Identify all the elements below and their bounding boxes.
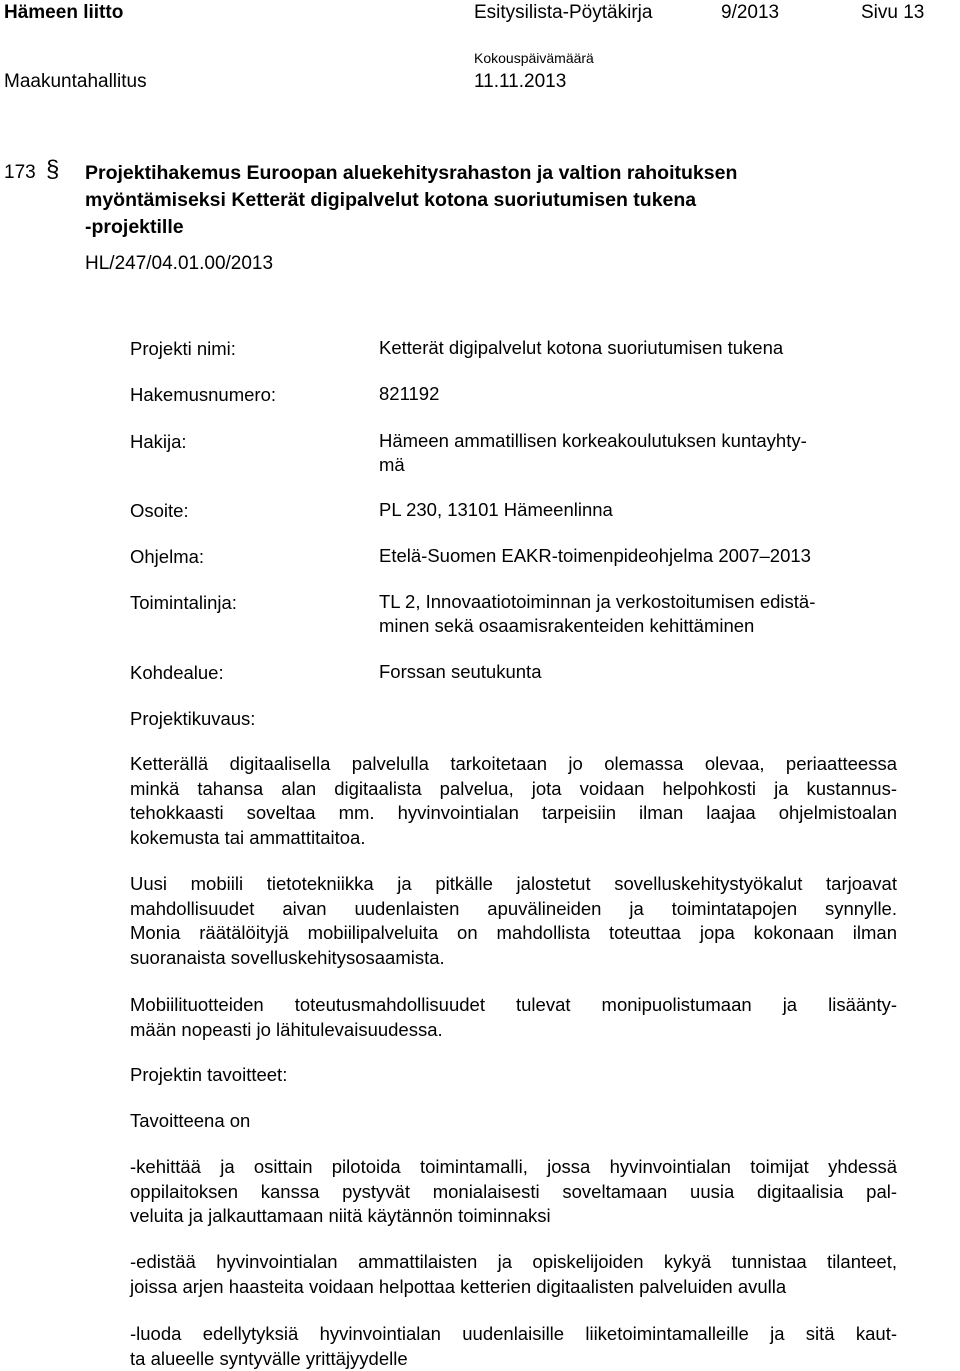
goal-item <box>130 1250 897 1299</box>
paragraph-line: -luoda edellytyksiä hyvinvointialan uudenlaisille liiketoimintamalleille ja sitä kaut- <box>130 1322 897 1347</box>
paragraph-line: ta alueelle syntyvälle yrittäjyydelle <box>130 1347 897 1371</box>
description-label: Projektikuvaus: <box>130 708 255 730</box>
paragraph-line: Uusi mobiili tietotekniikka ja pitkälle jalostetut sovelluskehitystyökalut tarjoavat <box>130 872 897 897</box>
paragraph-line: kokemusta tai ammattitaitoa. <box>130 826 897 851</box>
document-number: 9/2013 <box>721 2 779 24</box>
programme-label: Ohjelma: <box>130 546 204 568</box>
description-paragraph <box>130 872 897 970</box>
meeting-date: 11.11.2013 <box>474 71 566 93</box>
description-paragraph <box>130 993 897 1042</box>
paragraph-line: veluita ja jalkauttamaan niitä käytännön toiminnaksi <box>130 1204 897 1229</box>
paragraph-line: Mobiilituotteiden toteutusmahdollisuudet tulevat monipuolistumaan ja lisäänty- <box>130 993 897 1018</box>
project-name-label: Projekti nimi: <box>130 338 236 360</box>
target-area-label: Kohdealue: <box>130 662 224 684</box>
paragraph-line: minkä tahansa alan digitaalista palvelua, jota voidaan helpohkosti ja kustannus- <box>130 777 897 802</box>
priority-line: minen sekä osaamisrakenteiden kehittäminen <box>379 614 754 638</box>
item-title-line: -projektille <box>85 214 184 241</box>
section-icon: § <box>46 156 59 184</box>
goals-label: Projektin tavoitteet: <box>130 1064 287 1086</box>
item-title-line: myöntämiseksi Ketterät digipalvelut kotona suoriutumisen tukena <box>85 187 696 214</box>
organization-name: Hämeen liitto <box>4 2 123 24</box>
address: PL 230, 13101 Hämeenlinna <box>379 498 613 522</box>
target-area: Forssan seutukunta <box>379 660 541 684</box>
description-paragraph <box>130 752 897 850</box>
goals-intro: Tavoitteena on <box>130 1110 250 1132</box>
priority-line: TL 2, Innovaatiotoiminnan ja verkostoitumisen edistä- <box>379 590 815 614</box>
applicant-line: Hämeen ammatillisen korkeakoulutuksen kuntayhty- <box>379 429 807 453</box>
paragraph-line: -kehittää ja osittain pilotoida toimintamalli, jossa hyvinvointialan toimijat yhdessä <box>130 1155 897 1180</box>
paragraph-line: -edistää hyvinvointialan ammattilaisten ja opiskelijoiden kykyä tunnistaa tilanteet, <box>130 1250 897 1275</box>
paragraph-line: Monia räätälöityjä mobiilipalveluita on mahdollista toteuttaa jopa kokonaan ilman <box>130 921 897 946</box>
paragraph-line: tehokkaasti soveltaa mm. hyvinvointialan tarpeisiin ilman laajaa ohjelmistoalan <box>130 801 897 826</box>
item-number: 173 <box>4 162 36 184</box>
meeting-body: Maakuntahallitus <box>4 71 147 93</box>
applicant-label: Hakija: <box>130 431 187 453</box>
application-number-label: Hakemusnumero: <box>130 384 276 406</box>
paragraph-line: suoranaista sovelluskehitysosaamista. <box>130 946 897 971</box>
document-type: Esitysilista-Pöytäkirja <box>474 2 652 24</box>
meeting-date-label: Kokouspäivämäärä <box>474 50 594 66</box>
paragraph-line: mahdollisuudet aivan uudenlaisten apuvälineiden ja toimintatapojen synnylle. <box>130 897 897 922</box>
item-title-line: Projektihakemus Euroopan aluekehitysrahaston ja valtion rahoituksen <box>85 160 737 187</box>
goal-item <box>130 1155 897 1229</box>
paragraph-line: mään nopeasti jo lähitulevaisuudessa. <box>130 1018 897 1043</box>
reference-number: HL/247/04.01.00/2013 <box>85 253 273 275</box>
programme: Etelä-Suomen EAKR-toimenpideohjelma 2007–2013 <box>379 544 811 568</box>
project-name: Ketterät digipalvelut kotona suoriutumisen tukena <box>379 336 783 360</box>
paragraph-line: joissa arjen haasteita voidaan helpottaa ketterien digitaalisten palveluiden avulla <box>130 1275 897 1300</box>
applicant-line: mä <box>379 453 405 477</box>
priority-label: Toimintalinja: <box>130 592 237 614</box>
application-number: 821192 <box>379 382 439 406</box>
paragraph-line: Ketterällä digitaalisella palvelulla tarkoitetaan jo olemassa olevaa, periaatteessa <box>130 752 897 777</box>
goal-item <box>130 1322 897 1371</box>
paragraph-line: oppilaitoksen kanssa pystyvät monialaisesti soveltamaan uusia digitaalisia pal- <box>130 1180 897 1205</box>
address-label: Osoite: <box>130 500 189 522</box>
page-number: Sivu 13 <box>861 2 924 24</box>
